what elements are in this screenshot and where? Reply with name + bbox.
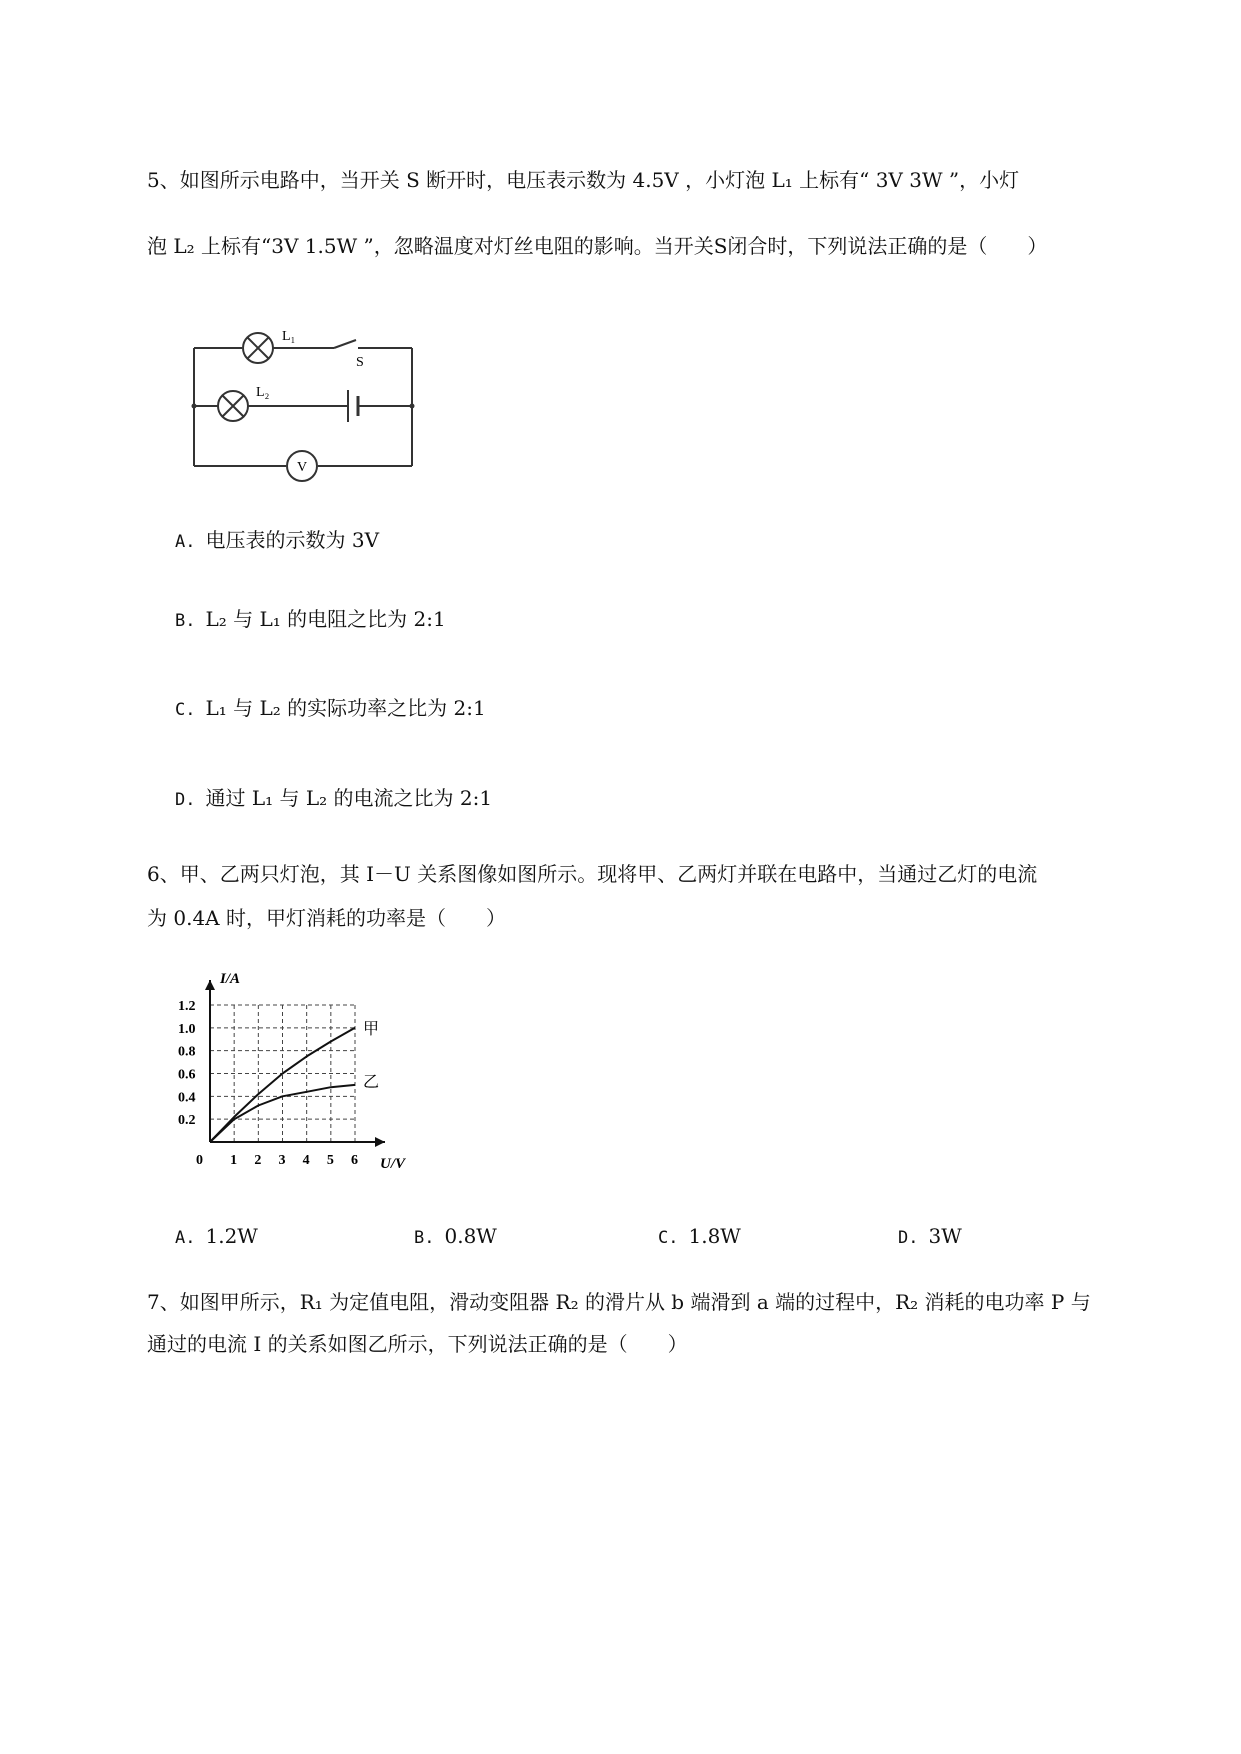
option-text: L₂ 与 L₁ 的电阻之比为 2:1 — [205, 607, 446, 631]
option-text: L₁ 与 L₂ 的实际功率之比为 2:1 — [205, 696, 486, 720]
option-label: B. — [414, 1228, 435, 1248]
q5-option-a[interactable] — [175, 526, 379, 556]
iu-chart — [170, 964, 410, 1178]
option-text: 通过 L₁ 与 L₂ 的电流之比为 2:1 — [205, 786, 493, 810]
q6-option-b[interactable] — [414, 1222, 497, 1252]
option-label: C. — [175, 700, 196, 720]
circuit-label-s: S — [356, 355, 364, 370]
option-label: A. — [175, 532, 196, 552]
x-tick-label: 5 — [326, 1153, 334, 1168]
y-axis-label: I/A — [220, 971, 241, 987]
x-axis-label: U/V — [380, 1156, 406, 1172]
q5-option-b[interactable] — [175, 605, 446, 635]
y-tick-label: 0.8 — [178, 1044, 196, 1060]
q5-line-2: 泡 L₂ 上标有“3V 1.5W ”，忽略温度对灯丝电阻的影响。当开关S闭合时，下列说法正确的是（ ） — [147, 234, 1048, 258]
option-label: A. — [175, 1228, 196, 1248]
q5-option-d[interactable] — [175, 784, 492, 814]
option-label: D. — [175, 790, 196, 810]
q6-line-2: 为 0.4A 时，甲灯消耗的功率是（ ） — [147, 906, 506, 930]
x-tick-label: 3 — [278, 1153, 286, 1168]
option-text: 3W — [928, 1224, 962, 1248]
y-tick-label: 1.2 — [178, 999, 196, 1014]
q6-option-a[interactable] — [175, 1222, 258, 1252]
y-tick-label: 1.0 — [178, 1021, 196, 1037]
q7-line-2: 通过的电流 I 的关系如图乙所示，下列说法正确的是（ ） — [147, 1332, 688, 1356]
option-text: 1.2W — [205, 1224, 258, 1248]
q5-option-c[interactable] — [175, 694, 486, 724]
x-tick-label: 2 — [254, 1153, 262, 1168]
circuit-label-l2: L₂ — [256, 385, 270, 400]
y-tick-label: 0.4 — [178, 1090, 196, 1106]
y-tick-label: 0.6 — [178, 1067, 196, 1083]
x-tick-label: 0 — [196, 1153, 203, 1168]
y-axis-arrow — [205, 980, 215, 990]
series-label-1: 甲 — [363, 1020, 380, 1038]
q6-option-d[interactable] — [898, 1222, 962, 1252]
circuit-diagram — [186, 318, 426, 492]
circuit-label-l1: L₁ — [282, 329, 296, 344]
series-label-2: 乙 — [363, 1073, 380, 1091]
option-label: B. — [175, 611, 196, 631]
option-text: 1.8W — [688, 1224, 741, 1248]
option-label: C. — [658, 1228, 679, 1248]
circuit-label-v: V — [297, 460, 308, 475]
x-tick-label: 4 — [302, 1153, 310, 1168]
q6-line-1: 6、甲、乙两只灯泡，其 I－U 关系图像如图所示。现将甲、乙两灯并联在电路中，当通过乙灯的电流 — [147, 862, 1038, 886]
q7-line-1: 7、如图甲所示，R₁ 为定值电阻，滑动变阻器 R₂ 的滑片从 b 端滑到 a 端的过程中，R₂ 消耗的电功率 P 与 — [147, 1290, 1091, 1314]
option-text: 电压表的示数为 3V — [205, 528, 380, 552]
x-tick-label: 1 — [230, 1153, 238, 1168]
y-tick-label: 0.2 — [178, 1113, 196, 1129]
q6-option-c[interactable] — [658, 1222, 741, 1252]
q5-line-1: 5、如图所示电路中，当开关 S 断开时，电压表示数为 4.5V ，小灯泡 L₁ 上标有“ 3V 3W ”，小灯 — [147, 168, 1020, 192]
switch-s-symbol — [334, 340, 356, 348]
option-label: D. — [898, 1228, 919, 1248]
x-axis-arrow — [375, 1137, 385, 1147]
option-text: 0.8W — [444, 1224, 497, 1248]
x-tick-label: 6 — [351, 1153, 358, 1168]
